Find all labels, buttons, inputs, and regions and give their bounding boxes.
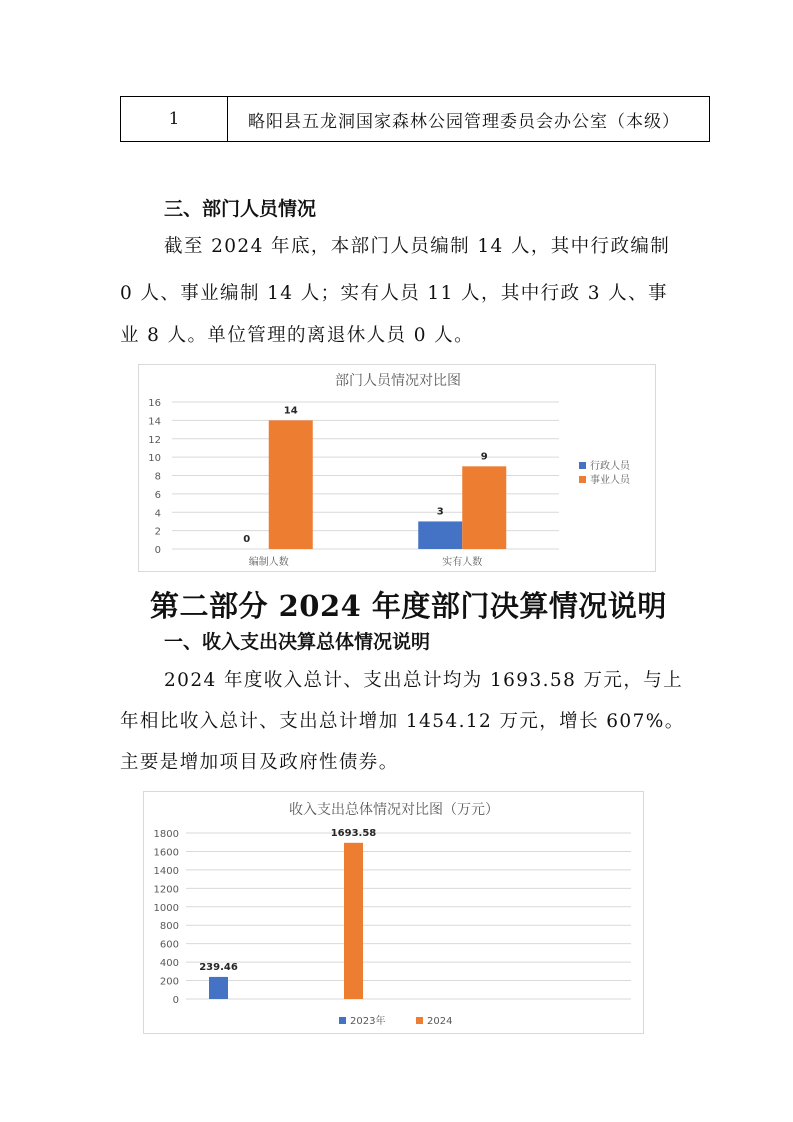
data-label: 1693.58 bbox=[330, 827, 377, 839]
y-tick-label: 400 bbox=[159, 958, 179, 970]
y-tick-label: 0 bbox=[172, 995, 179, 1006]
legend-label: 事业人员 bbox=[590, 475, 630, 486]
y-tick-label: 12 bbox=[148, 434, 161, 446]
y-tick-label: 6 bbox=[154, 489, 161, 501]
data-label: 0 bbox=[243, 534, 251, 545]
y-tick-label: 8 bbox=[154, 471, 161, 483]
table-unit-name: 略阳县五龙洞国家森林公园管理委员会办公室（本级） bbox=[248, 111, 680, 132]
y-tick-label: 2 bbox=[154, 526, 161, 538]
data-label: 9 bbox=[480, 451, 488, 463]
y-tick-label: 800 bbox=[159, 921, 179, 933]
y-tick-label: 16 bbox=[148, 398, 161, 409]
bar-事业人员-实有人数 bbox=[462, 466, 506, 549]
legend-label: 行政人员 bbox=[590, 461, 630, 472]
bar-行政人员-实有人数 bbox=[418, 521, 462, 549]
table-row-number: 1 bbox=[121, 97, 228, 141]
data-label: 14 bbox=[283, 405, 298, 417]
legend-swatch bbox=[416, 1017, 423, 1024]
section-heading-staff: 三、部门人员情况 bbox=[164, 198, 317, 220]
bar-事业人员-编制人数 bbox=[269, 420, 313, 549]
staff-chart bbox=[138, 364, 656, 572]
staff-paragraph-line-3: 业 8 人。单位管理的离退休人员 0 人。 bbox=[120, 325, 474, 346]
income-paragraph-line-3: 主要是增加项目及政府性债券。 bbox=[120, 752, 399, 773]
x-tick-label: 实有人数 bbox=[442, 557, 483, 568]
staff-chart-svg bbox=[139, 365, 657, 573]
data-label: 239.46 bbox=[199, 961, 238, 973]
y-tick-label: 4 bbox=[154, 508, 161, 520]
legend-swatch bbox=[579, 476, 586, 483]
y-tick-label: 200 bbox=[159, 976, 179, 988]
y-tick-label: 600 bbox=[159, 939, 179, 951]
legend-swatch bbox=[579, 462, 586, 469]
y-tick-label: 1400 bbox=[153, 865, 179, 877]
chart-title: 收入支出总体情况对比图（万元） bbox=[289, 802, 499, 818]
bar-2023年 bbox=[209, 977, 228, 999]
part-title: 第二部分 2024 年度部门决算情况说明 bbox=[150, 589, 667, 623]
section-heading-income: 一、收入支出决算总体情况说明 bbox=[164, 631, 431, 653]
data-label: 3 bbox=[436, 506, 444, 518]
income-chart bbox=[143, 791, 644, 1034]
y-tick-label: 1600 bbox=[153, 847, 179, 859]
staff-paragraph-line-2: 0 人、事业编制 14 人；实有人员 11 人，其中行政 3 人、事 bbox=[120, 283, 668, 304]
staff-paragraph-line-1: 截至 2024 年底，本部门人员编制 14 人，其中行政编制 bbox=[164, 236, 671, 257]
y-tick-label: 1200 bbox=[153, 884, 179, 896]
chart-title: 部门人员情况对比图 bbox=[335, 373, 461, 389]
income-paragraph-line-1: 2024 年度收入总计、支出总计均为 1693.58 万元，与上 bbox=[164, 670, 684, 691]
legend-swatch bbox=[339, 1017, 346, 1024]
income-chart-svg bbox=[144, 792, 645, 1035]
income-paragraph-line-2: 年相比收入总计、支出总计增加 1454.12 万元，增长 607%。 bbox=[120, 711, 685, 732]
unit-table bbox=[120, 96, 710, 142]
y-tick-label: 14 bbox=[148, 416, 161, 428]
x-tick-label: 编制人数 bbox=[248, 557, 289, 568]
y-tick-label: 1000 bbox=[153, 902, 179, 914]
y-tick-label: 1800 bbox=[153, 829, 179, 840]
legend-label: 2024 bbox=[427, 1016, 453, 1027]
y-tick-label: 10 bbox=[148, 453, 161, 465]
y-tick-label: 0 bbox=[154, 545, 161, 556]
legend-label: 2023年 bbox=[350, 1016, 386, 1027]
bar-2024 bbox=[344, 843, 363, 999]
